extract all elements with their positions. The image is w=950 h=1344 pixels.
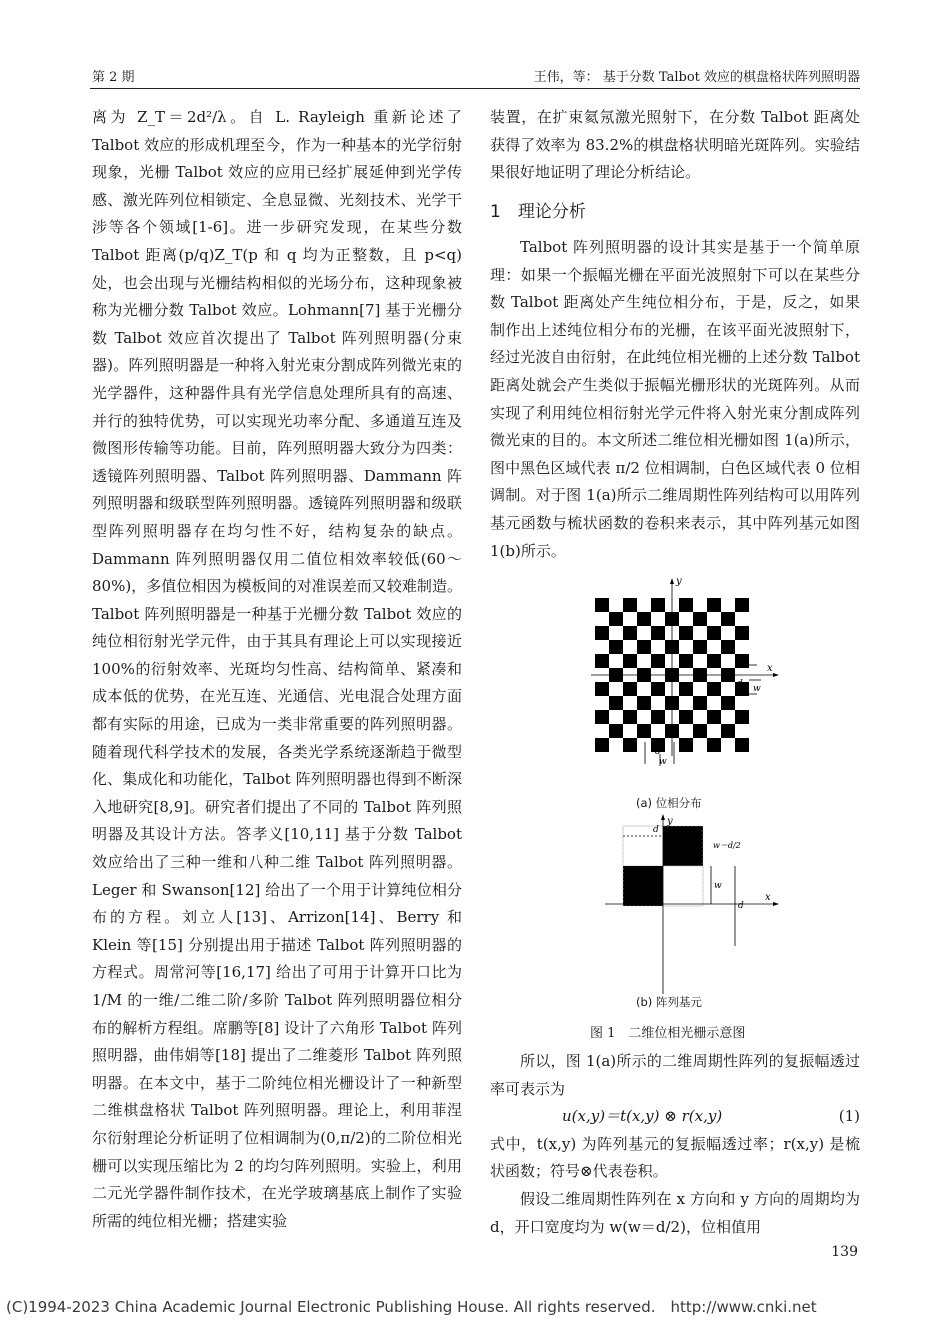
intro-paragraph: 装置，在扩束氦氖激光照射下，在分数 Talbot 距离处获得了效率为 83.2%的棋盘格状明暗光斑阵列。实验结果很好地证明了理论分析结论。 [490,108,860,182]
equation-intro: 所以，图 1(a)所示的二维周期性阵列的复振幅透过率可表示为 [490,1052,860,1098]
checkerboard-cell [595,598,609,612]
figure-title: 图 1 二维位相光栅示意图 [590,1026,746,1041]
element-cell-top-right-black [663,826,703,866]
checkerboard-cell [707,598,721,612]
period-paragraph: 假设二维周期性阵列在 x 方向和 y 方向的周期均为 d，开口宽度均为 w(w＝d/2)，位相值用 [490,1189,860,1236]
element-cell-bottom-left-black [623,866,663,906]
equation-explanation: 式中，t(x,y) 为阵列基元的复振幅透过率；r(x,y) 是梳状函数；符号⊗代表卷积。 [490,1134,860,1181]
checkerboard-cell [651,710,665,724]
checkerboard-cell [721,724,735,738]
header-issue: 第 2 期 [92,70,135,85]
checkerboard-cell [693,724,707,738]
checkerboard-cell [609,724,623,738]
fig-b-y-label: y [667,816,673,827]
header-running-title: 王伟，等： 基于分数 Talbot 效应的棋盘格状阵列照明器 [533,70,860,85]
checkerboard-cell [651,654,665,668]
checkerboard-cell [693,640,707,654]
fig-a-d-label: d [737,679,743,689]
fig-b-w-label-top: w [685,842,693,852]
checkerboard-cell [693,612,707,626]
right-column-top [490,104,860,187]
checkerboard-cell [651,598,665,612]
fig-a-x-label: x [767,663,773,674]
checkerboard-cell [735,654,749,668]
fig-b-w-label-side: w [714,881,722,891]
checkerboard-cell [637,724,651,738]
fig-b-x-arrow [773,902,779,906]
checkerboard-cell [693,696,707,710]
checkerboard-cell [707,654,721,668]
checkerboard-cell [721,612,735,626]
section-title: 1 理论分析 [490,202,586,222]
checkerboard-cell [735,738,749,752]
fig-b-w-formula: w＝d/2 [713,841,741,850]
right-column-theory [490,234,860,565]
checkerboard-cell [707,682,721,696]
fig-a-y-label: y [676,576,682,587]
checkerboard-cell [679,598,693,612]
checkerboard-cell [735,710,749,724]
checkerboard-cell [609,640,623,654]
checkerboard-cell [679,682,693,696]
left-column-text: 离为 Z_T＝2d²/λ。自 L. Rayleigh 重新论述了 Talbot 效应的形成机理至今，作为一种基本的光学衍射现象，光栅 Talbot 效应的应用已经扩展延伸到光学传感、激光阵列位相锁定、全息显微、光刻技术、光学干涉等各个领域[1-6]。进一步研究发现，在某些分数 Talbot 距离(p/q)Z_T(p 和 q 均为正整数，且 p<q)处，也会出现与光栅结构相似的光场分布，这种现象被称为光栅分数 Talbot 效应。Lohmann[7] 基于光栅分数 Talbot 效应首次提出了 Talbot 阵列照明器(分束器)。阵列照明器是一种将入射光束分割成阵列微光束的光学器件，这种器件具有光学信息处理所具有的高速、并行的独特优势，可以实现光功率分配、多通道互连及微图形传输等功能。目前，阵列照明器大致分为四类：透镜阵列照明器、Talbot 阵列照明器、Dammann 阵列照明器和级联型阵列照明器。透镜阵列照明器和级联型阵列照明器存在均匀性不好，结构复杂的缺点。Dammann 阵列照明器仅用二值位相效率较低(60～80%)，多值位相因为模板间的对准误差而又较难制造。Talbot 阵列照明器是一种基于光栅分数 Talbot 效应的纯位相衍射光学元件，由于其具有理论上可以实现接近 100%的衍射效率、光斑均匀性高、结构简单、紧凑和成本低的优势，在光互连、光通信、光电混合处理方面都有实际的用途，已成为一类非常重要的阵列照明器。随着现代科学技术的发展，各类光学系统逐渐趋于微型化、集成化和功能化，Talbot 阵列照明器也得到不断深入地研究[8,9]。研究者们提出了不同的 Talbot 阵列照明器及其设计方法。答孝义[10,11] 基于分数 Talbot 效应给出了三种一维和八种二维 Talbot 阵列照明器。Leger 和 Swanson[12] 给出了一个用于计算纯位相分布的方程。刘立人[13]、Arrizon[14]、Berry 和 Klein 等[15] 分别提出用于描述 Talbot 阵列照明器的方程式。周常河等[16,17] 给出了可用于计算开口比为 1/M 的一维/二维二阶/多阶 Talbot 阵列照明器位相分布的解析方程组。席鹏等[8] 设计了六角形 Talbot 阵列照明器，曲伟娟等[18] 提出了二维菱形 Talbot 阵列照明器。在本文中，基于二阶纯位相光栅设计了一种新型二维棋盘格状 Talbot 阵列照明器。理论上，利用菲涅尔衍射理论分析证明了位相调制为(0,π/2)的二阶位相光栅可以实现压缩比为 2 的均匀阵列照明。实验上，利用二元光学器件制作技术，在光学玻璃基底上制作了实验所需的纯位相光栅；搭建实验 [92,108,462,1230]
checkerboard-cell [651,626,665,640]
equation: u(x,y)＝t(x,y) ⊗ r(x,y) [562,1107,723,1126]
right-column-bottom [490,1048,860,1241]
figure-caption-b: (b) 阵列基元 [636,995,702,1009]
checkerboard-cell [595,626,609,640]
checkerboard-cell [679,738,693,752]
checkerboard-cell [609,612,623,626]
checkerboard-cell [707,710,721,724]
checkerboard-cell [623,738,637,752]
fig-a-w-label: w [753,684,761,694]
theory-paragraph: Talbot 阵列照明器的设计其实是基于一个简单原理：如果一个振幅光栅在平面光波照射下可以在某些分数 Talbot 距离处产生纯位相分布，于是，反之，如果制作出上述纯位相分布的光栅，在该平面光波照射下，经过光波自由衍射，在此纯位相光栅的上述分数 Talbot 距离处就会产生类似于振幅光栅形状的光斑阵列。从而实现了利用纯位相衍射光学元件将入射光束分割成阵列微光束的目的。本文所述二维位相光栅如图 1(a)所示，图中黑色区域代表 π/2 位相调制，白色区域代表 0 位相调制。对于图 1(a)所示二维周期性阵列结构可以用阵列基元函数与梳状函数的卷积来表示，其中阵列基元如图 1(b)所示。 [490,238,860,560]
checkerboard-cell [595,738,609,752]
checkerboard-cell [679,654,693,668]
fig-a-d-label-bottom: d [655,747,661,757]
fig-b-d-label-side: d [738,901,744,911]
checkerboard-cell [595,710,609,724]
figure-caption-a: (a) 位相分布 [636,796,702,810]
fig-a-x-arrow [773,673,779,677]
page-number: 139 [831,1244,858,1260]
checkerboard-cell [609,696,623,710]
header-rule [90,88,860,89]
checkerboard-cell [735,626,749,640]
checkerboard-cell [707,738,721,752]
checkerboard-cell [637,640,651,654]
checkerboard-cell [623,626,637,640]
checkerboard-cell [637,612,651,626]
checkerboard-cell [651,682,665,696]
checkerboard-cell [595,682,609,696]
checkerboard-cell [721,696,735,710]
fig-a-y-arrow [670,578,674,584]
copyright-footer: (C)1994-2023 China Academic Journal Electronic Publishing House. All rights reserved. http://www.cnki.net [6,1298,817,1316]
checkerboard-cell [735,598,749,612]
checkerboard-cell [595,654,609,668]
checkerboard-cell [679,710,693,724]
equation-row [490,1103,860,1131]
checkerboard-cell [721,640,735,654]
checkerboard-cell [707,626,721,640]
checkerboard-cell [679,626,693,640]
equation-number: (1) [838,1107,860,1126]
fig-b-x-label: x [765,892,771,903]
fig-b-d-label-top: d [653,825,659,835]
checkerboard-cell [623,682,637,696]
left-column [92,104,462,1235]
checkerboard-cell [637,696,651,710]
checkerboard-cell [623,654,637,668]
checkerboard-cell [623,710,637,724]
fig-b-y-arrow [661,814,665,820]
element-cell-bottom-right [663,866,703,906]
fig-a-w-label-bottom: w [659,757,667,767]
checkerboard-cell [623,598,637,612]
